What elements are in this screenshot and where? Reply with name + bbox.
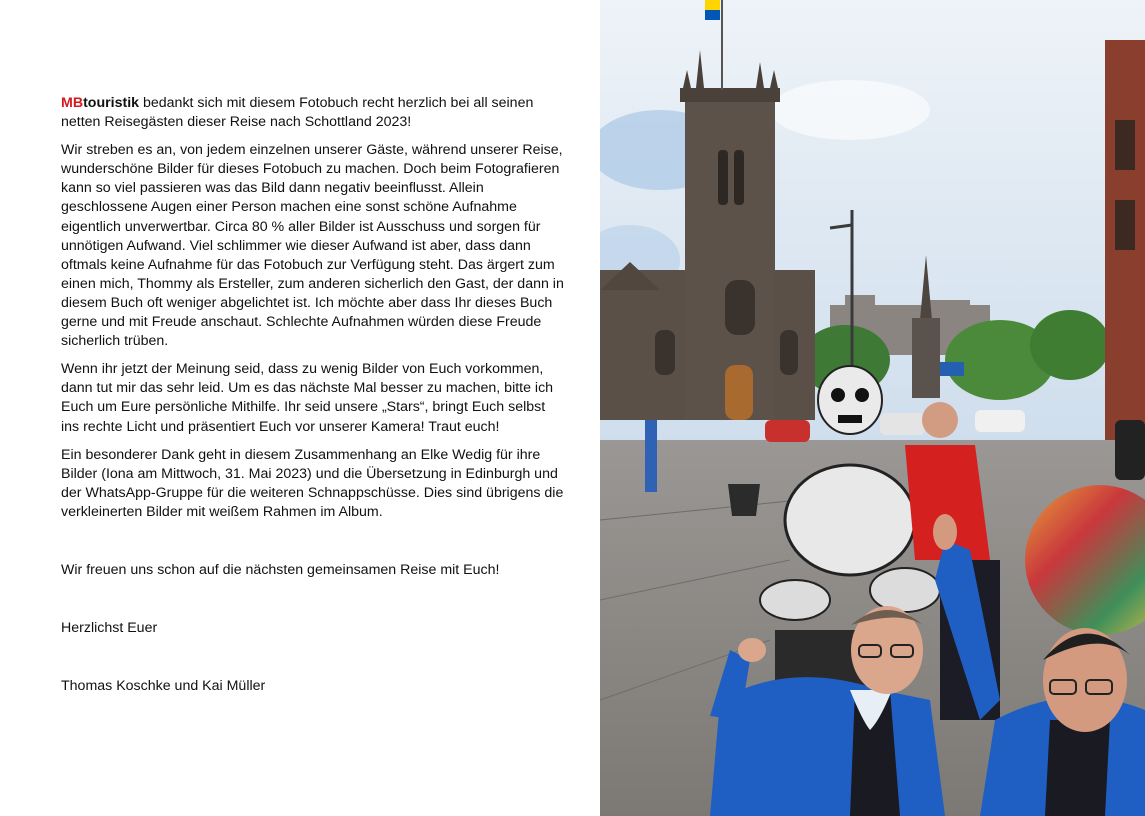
intro-text: bedankt sich mit diesem Fotobuch recht herzlich bei all seinen netten Reisegästen dieser Reise nach Schottland 2023!	[61, 95, 534, 131]
edinburgh-photo	[600, 0, 1145, 816]
brand-touristik: touristik	[83, 95, 140, 111]
salutation: Herzlichst Euer	[61, 620, 158, 637]
intro-paragraph	[61, 94, 566, 132]
signature: Thomas Koschke und Kai Müller	[61, 678, 266, 695]
paragraph-thanks: Ein besonderer Dank geht in diesem Zusammenhang an Elke Wedig für ihre Bilder (Iona am Mittwoch, 31. Mai 2023) und die Übersetzung in Edinburgh und der WhatsApp-Gruppe für die weiteren Schnappschüsse. Dies sind übrigens die verkleinerten Bilder mit weißem Rahmen im Album.	[61, 446, 564, 520]
letter-text	[61, 94, 566, 705]
photo-illustration	[600, 0, 1145, 816]
paragraph-stars: Wenn ihr jetzt der Meinung seid, dass zu wenig Bilder von Euch vorkommen, dann tut mir das sehr leid. Um es das nächste Mal besser zu machen, bitte ich Euch um Eure persönliche Mithilfe. Ihr seid unsere „Stars“, bringt Euch selbst ins rechte Licht und präsentiert Euch vor unserer Kamera! Traut euch!	[61, 361, 554, 435]
closing-line: Wir freuen uns schon auf die nächsten gemeinsamen Reise mit Euch!	[61, 561, 500, 578]
sandstone-building	[1105, 40, 1145, 440]
paragraph-photo-quality: Wir streben es an, von jedem einzelnen unserer Gäste, während unserer Reise, wunderschöne Bilder für dieses Fotobuch zu machen. Doch beim Fotografieren kann so viel passieren was das Bild dann negativ beeinflusst. Allein geschlossene Augen einer Person machen eine sonst schöne Aufnahme eigentlich unverwertbar. Circa 80 % aller Bilder ist Ausschuss und sorgen für unnötigen Aufwand. Viel schlimmer wie dieser Aufwand ist aber, dass dann oftmals keine Aufnahme für das Fotobuch zur Verfügung steht. Das ärgert zum einen mich, Thommy als Ersteller, zum anderen sicherlich den Gast, der dann in diesem Buch oft weniger abgelichtet ist. Ich möchte aber dass Ihr dieses Buch gerne und mit Freude anschaut. Schlechte Aufnahmen würden diese Freude sicherlich trüben.	[61, 142, 564, 350]
brand-mb: MB	[61, 95, 84, 111]
